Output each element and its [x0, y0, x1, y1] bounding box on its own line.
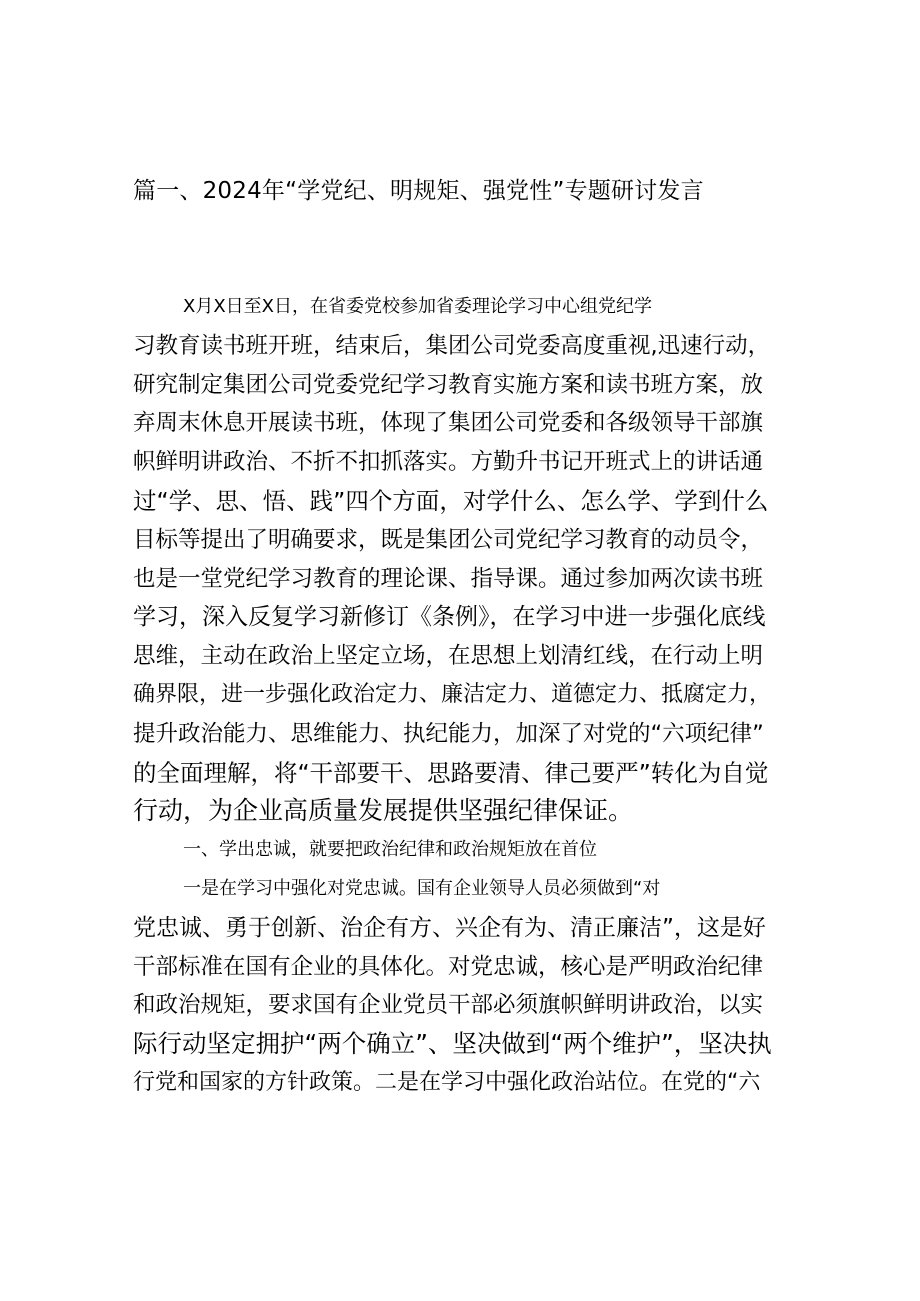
paragraph-line: 学习，深入反复学习新修订《条例》，在学习中进一步强化底线 — [133, 604, 766, 631]
document-paragraph — [133, 831, 823, 870]
paragraph-line: 的全面理解，将“干部要干、思路要清、律己要严”转化为自觉 — [133, 758, 769, 787]
paragraph-line: 确界限，进一步强化政治定力、廉洁定力、道德定力、抵腐定力， — [133, 681, 772, 707]
paragraph-line: 干部标准在国有企业的具体化。对党忠诚，核心是严明政治纪律 — [133, 953, 764, 980]
paragraph-line: 行党和国家的方针政策。二是在学习中强化政治站位。在党的“六 — [133, 1069, 761, 1095]
paragraph-line: 习教育读书班开班，结束后，集团公司党委高度重视,迅速行动， — [133, 332, 771, 359]
paragraph-line: 思维，主动在政治上坚定立场，在思想上划清红线，在行动上明 — [133, 643, 764, 670]
paragraph-line: 目标等提出了明确要求，既是集团公司党纪学习教育的动员令， — [133, 526, 764, 553]
document-paragraph — [133, 288, 823, 831]
paragraph-line: 一是在学习中强化对党忠诚。国有企业领导人员必须做到“对 — [183, 877, 661, 899]
paragraph-line: 研究制定集团公司党委党纪学习教育实施方案和读书班方案，放 — [133, 371, 764, 398]
paragraph-line: 帜鲜明讲政治、不折不扣抓落实。方勤升书记开班式上的讲话通 — [133, 449, 764, 476]
paragraph-line: 际行动坚定拥护“两个确立”、坚决做到“两个维护”，坚决执 — [133, 1029, 772, 1059]
document-paragraph — [133, 870, 823, 1103]
paragraph-line: 也是一堂党纪学习教育的理论课、指导课。通过参加两次读书班 — [133, 565, 764, 592]
paragraph-line: 和政治规矩，要求国有企业党员干部必须旗帜鲜明讲政治，以实 — [133, 992, 764, 1019]
paragraph-line: X月X日至X日，在省委党校参加省委理论学习中心组党纪学 — [183, 296, 652, 317]
paragraph-line: 弃周末休息开展读书班，体现了集团公司党委和各级领导干部旗 — [133, 410, 764, 437]
paragraph-line: 党忠诚、勇于创新、治企有方、兴企有为、清正廉洁”，这是好 — [133, 914, 766, 941]
paragraph-line: 一、学出忠诚，就要把政治纪律和政治规矩放在首位 — [183, 839, 597, 861]
document-body — [133, 288, 823, 1103]
paragraph-line: 行动，为企业高质量发展提供坚强纪律保证。 — [133, 796, 634, 826]
document-title: 篇一、2024年“学党纪、明规矩、强党性”专题研讨发言 — [133, 178, 704, 204]
paragraph-line: 过“学、思、悟、践”四个方面，对学什么、怎么学、学到什么 — [133, 486, 769, 515]
paragraph-line: 提升政治能力、思维能力、执纪能力，加深了对党的“六项纪律” — [133, 720, 764, 747]
